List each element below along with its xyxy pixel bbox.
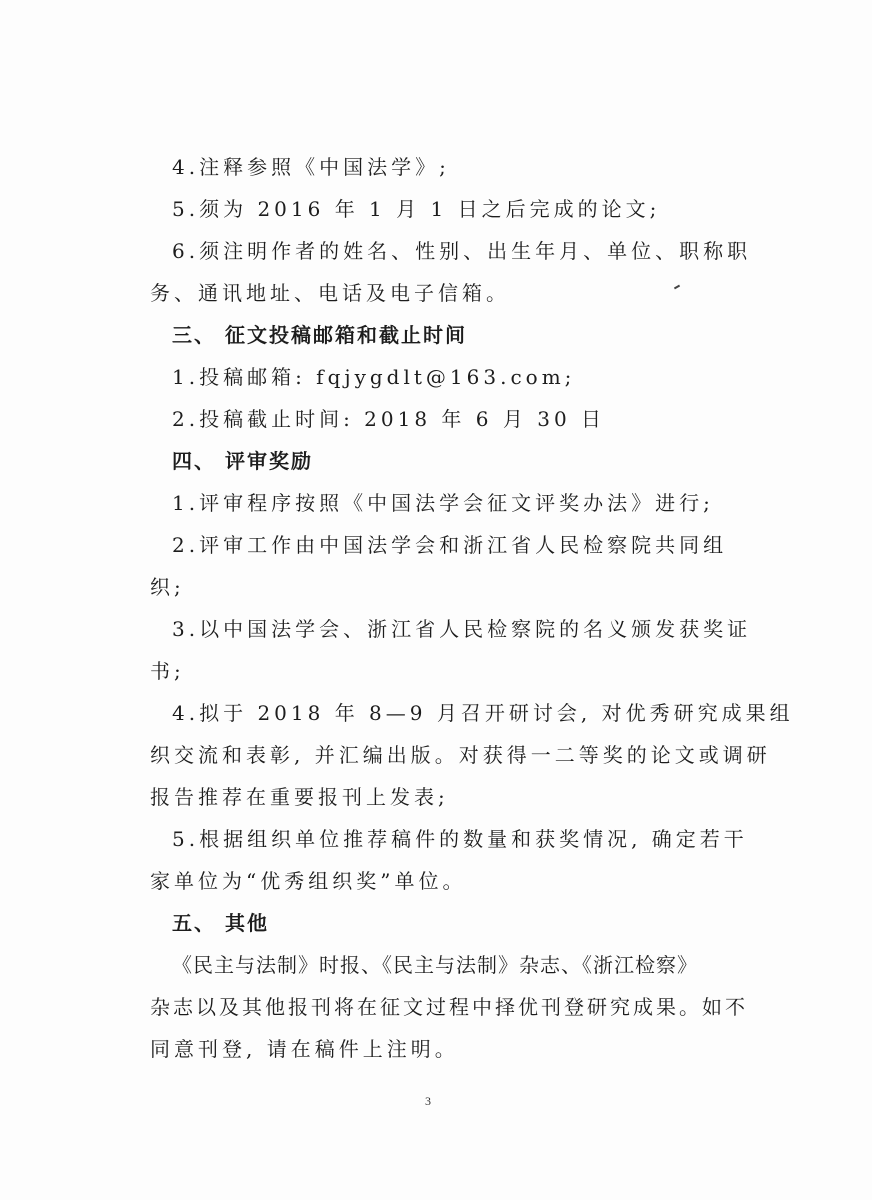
other-paragraph-line-1: 《民主与法制》时报、《民主与法制》杂志、《浙江检察》 bbox=[172, 953, 698, 977]
note-item-4: 4.注释参照《中国法学》; bbox=[172, 155, 450, 179]
submission-deadline: 2.投稿截止时间: 2018 年 6 月 30 日 bbox=[172, 407, 606, 431]
award-item-3-continued: 书; bbox=[150, 659, 185, 683]
page-number: 3 bbox=[425, 1094, 431, 1108]
award-item-3: 3.以中国法学会、浙江省人民检察院的名义颁发获奖证 bbox=[172, 617, 752, 641]
award-item-2-continued: 织; bbox=[150, 575, 185, 599]
section-heading-awards: 四、 评审奖励 bbox=[172, 449, 313, 473]
award-item-4-continued-2: 报告推荐在重要报刊上发表; bbox=[150, 785, 449, 809]
other-paragraph-line-3: 同意刊登, 请在稿件上注明。 bbox=[150, 1037, 459, 1061]
award-item-4: 4.拟于 2018 年 8—9 月召开研讨会, 对优秀研究成果组 bbox=[172, 701, 794, 725]
note-item-5: 5.须为 2016 年 1 月 1 日之后完成的论文; bbox=[172, 197, 661, 221]
award-item-5: 5.根据组织单位推荐稿件的数量和获奖情况, 确定若干 bbox=[172, 827, 748, 851]
award-item-2: 2.评审工作由中国法学会和浙江省人民检察院共同组 bbox=[172, 533, 728, 557]
award-item-1: 1.评审程序按照《中国法学会征文评奖办法》进行; bbox=[172, 491, 714, 515]
section-heading-other: 五、 其他 bbox=[172, 911, 269, 935]
award-item-5-continued: 家单位为“优秀组织奖”单位。 bbox=[150, 869, 467, 893]
note-item-6-continued: 务、通讯地址、电话及电子信箱。 bbox=[150, 281, 510, 305]
award-item-4-continued-1: 织交流和表彰, 并汇编出版。对获得一二等奖的论文或调研 bbox=[150, 743, 771, 767]
other-paragraph-line-2: 杂志以及其他报刊将在征文过程中择优刊登研究成果。如不 bbox=[150, 995, 748, 1019]
note-item-6: 6.须注明作者的姓名、性别、出生年月、单位、职称职 bbox=[172, 239, 752, 263]
submission-email: 1.投稿邮箱: fqjygdlt@163.com; bbox=[172, 365, 576, 389]
section-heading-submission: 三、 征文投稿邮箱和截止时间 bbox=[172, 323, 467, 347]
